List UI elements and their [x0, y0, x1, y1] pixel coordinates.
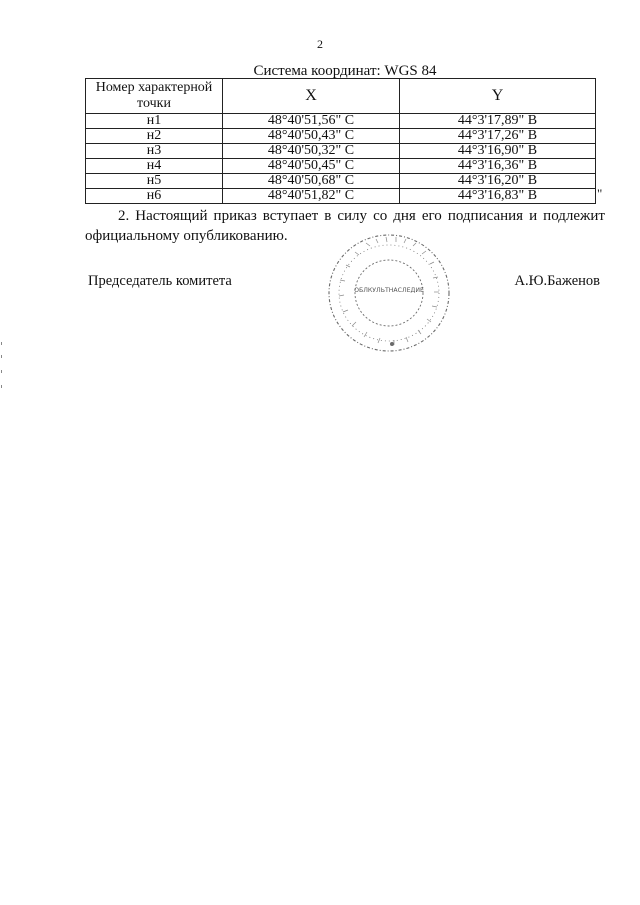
table-row — [86, 114, 596, 129]
cell-point: н2 — [86, 129, 223, 144]
cell-point: н6 — [86, 189, 223, 204]
seal-inner-text: ОБЛКУЛЬТНАСЛЕДИЕ — [354, 287, 424, 294]
header-point-number: Номер характерной точки — [86, 79, 223, 114]
cell-x: 48°40'50,32" С — [223, 144, 400, 159]
cell-x: 48°40'51,82" С — [223, 189, 400, 204]
coordinate-system-caption: Система координат: WGS 84 — [253, 63, 437, 79]
official-seal-stamp — [326, 232, 452, 354]
table-row — [86, 144, 596, 159]
cell-x: 48°40'51,56" С — [223, 114, 400, 129]
cell-point: н5 — [86, 174, 223, 189]
cell-y: 44°3'16,36" В — [400, 159, 596, 174]
cell-y: 44°3'16,83" В — [400, 189, 596, 204]
table-row — [86, 129, 596, 144]
page-number: 2 — [317, 37, 323, 51]
header-y: Y — [400, 79, 596, 114]
scan-margin-marks — [0, 340, 4, 400]
cell-point: н4 — [86, 159, 223, 174]
cell-x: 48°40'50,43" С — [223, 129, 400, 144]
cell-y: 44°3'16,20" В — [400, 174, 596, 189]
cell-point: н3 — [86, 144, 223, 159]
seal-star-mark — [390, 342, 394, 346]
table-header-row — [86, 79, 596, 114]
effective-date-paragraph: 2. Настоящий приказ вступает в силу со дня его подписания и подлежит официальному опубликованию. — [85, 208, 605, 244]
table-row — [86, 189, 596, 204]
signatory-title: Председатель комитета — [88, 273, 232, 289]
cell-y: 44°3'17,26" В — [400, 129, 596, 144]
cell-point: н1 — [86, 114, 223, 129]
cell-y: 44°3'16,90" В — [400, 144, 596, 159]
header-x: X — [223, 79, 400, 114]
table-row — [86, 174, 596, 189]
coordinates-table — [85, 78, 596, 204]
cell-x: 48°40'50,68" С — [223, 174, 400, 189]
signatory-name: А.Ю.Баженов — [514, 273, 600, 289]
closing-quote: " — [597, 186, 603, 201]
cell-y: 44°3'17,89" В — [400, 114, 596, 129]
cell-x: 48°40'50,45" С — [223, 159, 400, 174]
table-row — [86, 159, 596, 174]
